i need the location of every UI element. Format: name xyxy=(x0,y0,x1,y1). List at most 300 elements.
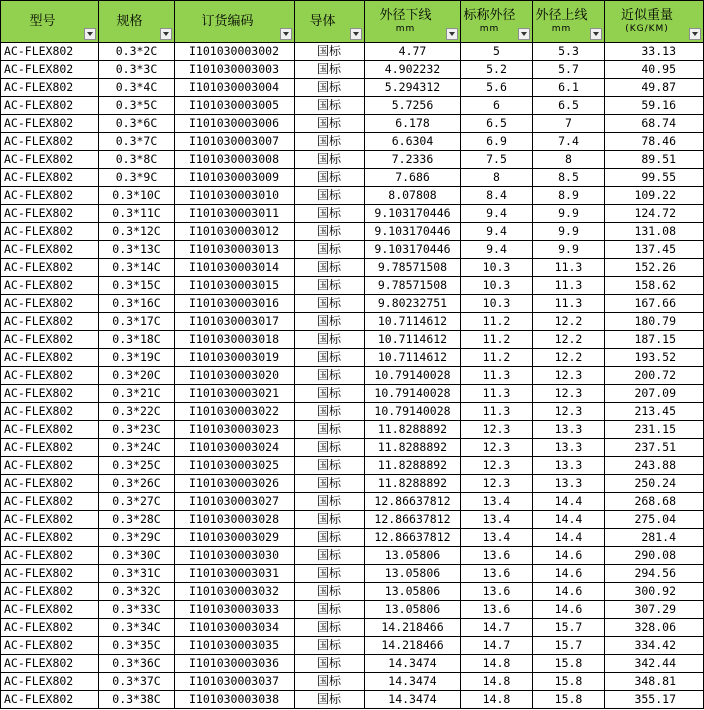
od-nominal-cell[interactable]: 12.3 xyxy=(461,421,533,439)
conductor-cell[interactable]: 国标 xyxy=(295,97,365,115)
order-code-cell[interactable]: I101030003005 xyxy=(175,97,295,115)
weight-cell[interactable]: 275.04 xyxy=(605,511,704,529)
spec-cell[interactable]: 0.3*24C xyxy=(99,439,175,457)
spec-cell[interactable]: 0.3*13C xyxy=(99,241,175,259)
filter-dropdown-icon[interactable] xyxy=(84,28,96,40)
od-upper-cell[interactable]: 12.2 xyxy=(533,313,605,331)
od-nominal-cell[interactable]: 10.3 xyxy=(461,259,533,277)
model-cell[interactable]: AC-FLEX802 xyxy=(1,331,99,349)
conductor-cell[interactable]: 国标 xyxy=(295,115,365,133)
od-upper-cell[interactable]: 15.7 xyxy=(533,619,605,637)
od-upper-cell[interactable]: 7 xyxy=(533,115,605,133)
spec-cell[interactable]: 0.3*36C xyxy=(99,655,175,673)
filter-dropdown-icon[interactable] xyxy=(518,28,530,40)
spec-cell[interactable]: 0.3*22C xyxy=(99,403,175,421)
od-upper-cell[interactable]: 8.5 xyxy=(533,169,605,187)
weight-cell[interactable]: 180.79 xyxy=(605,313,704,331)
weight-cell[interactable]: 213.45 xyxy=(605,403,704,421)
model-cell[interactable]: AC-FLEX802 xyxy=(1,241,99,259)
filter-dropdown-icon[interactable] xyxy=(160,28,172,40)
weight-cell[interactable]: 109.22 xyxy=(605,187,704,205)
od-lower-cell[interactable]: 14.218466 xyxy=(365,619,461,637)
model-cell[interactable]: AC-FLEX802 xyxy=(1,457,99,475)
od-nominal-cell[interactable]: 8 xyxy=(461,169,533,187)
spec-cell[interactable]: 0.3*9C xyxy=(99,169,175,187)
od-lower-cell[interactable]: 14.3474 xyxy=(365,655,461,673)
spec-cell[interactable]: 0.3*8C xyxy=(99,151,175,169)
conductor-cell[interactable]: 国标 xyxy=(295,259,365,277)
model-cell[interactable]: AC-FLEX802 xyxy=(1,313,99,331)
order-code-cell[interactable]: I101030003024 xyxy=(175,439,295,457)
od-upper-cell[interactable]: 12.2 xyxy=(533,331,605,349)
model-cell[interactable]: AC-FLEX802 xyxy=(1,547,99,565)
od-lower-cell[interactable]: 12.86637812 xyxy=(365,511,461,529)
order-code-cell[interactable]: I101030003036 xyxy=(175,655,295,673)
od-upper-cell[interactable]: 13.3 xyxy=(533,475,605,493)
conductor-cell[interactable]: 国标 xyxy=(295,367,365,385)
od-lower-cell[interactable]: 13.05806 xyxy=(365,565,461,583)
weight-cell[interactable]: 152.26 xyxy=(605,259,704,277)
order-code-cell[interactable]: I101030003003 xyxy=(175,61,295,79)
od-upper-cell[interactable]: 15.7 xyxy=(533,637,605,655)
order-code-cell[interactable]: I101030003006 xyxy=(175,115,295,133)
od-nominal-cell[interactable]: 12.3 xyxy=(461,457,533,475)
spec-cell[interactable]: 0.3*10C xyxy=(99,187,175,205)
spec-cell[interactable]: 0.3*19C xyxy=(99,349,175,367)
conductor-cell[interactable]: 国标 xyxy=(295,295,365,313)
od-nominal-cell[interactable]: 10.3 xyxy=(461,295,533,313)
conductor-cell[interactable]: 国标 xyxy=(295,43,365,61)
conductor-cell[interactable]: 国标 xyxy=(295,691,365,709)
spec-cell[interactable]: 0.3*4C xyxy=(99,79,175,97)
spec-cell[interactable]: 0.3*29C xyxy=(99,529,175,547)
od-upper-cell[interactable]: 5.7 xyxy=(533,61,605,79)
order-code-cell[interactable]: I101030003032 xyxy=(175,583,295,601)
od-nominal-cell[interactable]: 13.4 xyxy=(461,529,533,547)
spec-cell[interactable]: 0.3*3C xyxy=(99,61,175,79)
model-cell[interactable]: AC-FLEX802 xyxy=(1,619,99,637)
od-nominal-cell[interactable]: 9.4 xyxy=(461,241,533,259)
spec-cell[interactable]: 0.3*25C xyxy=(99,457,175,475)
od-nominal-cell[interactable]: 14.8 xyxy=(461,655,533,673)
spec-cell[interactable]: 0.3*31C xyxy=(99,565,175,583)
weight-cell[interactable]: 167.66 xyxy=(605,295,704,313)
conductor-cell[interactable]: 国标 xyxy=(295,511,365,529)
weight-cell[interactable]: 328.06 xyxy=(605,619,704,637)
od-lower-cell[interactable]: 4.902232 xyxy=(365,61,461,79)
od-upper-cell[interactable]: 12.3 xyxy=(533,385,605,403)
od-upper-cell[interactable]: 11.3 xyxy=(533,277,605,295)
od-lower-cell[interactable]: 12.86637812 xyxy=(365,493,461,511)
model-cell[interactable]: AC-FLEX802 xyxy=(1,439,99,457)
spec-cell[interactable]: 0.3*12C xyxy=(99,223,175,241)
conductor-cell[interactable]: 国标 xyxy=(295,151,365,169)
order-code-cell[interactable]: I101030003013 xyxy=(175,241,295,259)
model-cell[interactable]: AC-FLEX802 xyxy=(1,583,99,601)
spec-cell[interactable]: 0.3*33C xyxy=(99,601,175,619)
conductor-cell[interactable]: 国标 xyxy=(295,547,365,565)
order-code-cell[interactable]: I101030003019 xyxy=(175,349,295,367)
spec-cell[interactable]: 0.3*16C xyxy=(99,295,175,313)
od-lower-cell[interactable]: 13.05806 xyxy=(365,547,461,565)
model-cell[interactable]: AC-FLEX802 xyxy=(1,97,99,115)
conductor-cell[interactable]: 国标 xyxy=(295,331,365,349)
order-code-cell[interactable]: I101030003037 xyxy=(175,673,295,691)
spec-cell[interactable]: 0.3*7C xyxy=(99,133,175,151)
conductor-cell[interactable]: 国标 xyxy=(295,205,365,223)
order-code-cell[interactable]: I101030003034 xyxy=(175,619,295,637)
model-cell[interactable]: AC-FLEX802 xyxy=(1,565,99,583)
order-code-cell[interactable]: I101030003038 xyxy=(175,691,295,709)
model-cell[interactable]: AC-FLEX802 xyxy=(1,673,99,691)
order-code-cell[interactable]: I101030003020 xyxy=(175,367,295,385)
filter-dropdown-icon[interactable] xyxy=(280,28,292,40)
model-cell[interactable]: AC-FLEX802 xyxy=(1,295,99,313)
od-nominal-cell[interactable]: 14.7 xyxy=(461,637,533,655)
conductor-cell[interactable]: 国标 xyxy=(295,385,365,403)
model-cell[interactable]: AC-FLEX802 xyxy=(1,187,99,205)
od-nominal-cell[interactable]: 14.7 xyxy=(461,619,533,637)
spec-cell[interactable]: 0.3*20C xyxy=(99,367,175,385)
weight-cell[interactable]: 137.45 xyxy=(605,241,704,259)
weight-cell[interactable]: 243.88 xyxy=(605,457,704,475)
od-lower-cell[interactable]: 9.103170446 xyxy=(365,241,461,259)
od-upper-cell[interactable]: 12.3 xyxy=(533,367,605,385)
weight-cell[interactable]: 200.72 xyxy=(605,367,704,385)
conductor-cell[interactable]: 国标 xyxy=(295,457,365,475)
filter-dropdown-icon[interactable] xyxy=(689,28,701,40)
od-nominal-cell[interactable]: 12.3 xyxy=(461,475,533,493)
od-nominal-cell[interactable]: 6.9 xyxy=(461,133,533,151)
conductor-cell[interactable]: 国标 xyxy=(295,655,365,673)
order-code-cell[interactable]: I101030003028 xyxy=(175,511,295,529)
conductor-cell[interactable]: 国标 xyxy=(295,313,365,331)
model-cell[interactable]: AC-FLEX802 xyxy=(1,385,99,403)
order-code-cell[interactable]: I101030003022 xyxy=(175,403,295,421)
od-nominal-cell[interactable]: 5.6 xyxy=(461,79,533,97)
order-code-cell[interactable]: I101030003010 xyxy=(175,187,295,205)
weight-cell[interactable]: 59.16 xyxy=(605,97,704,115)
od-lower-cell[interactable]: 7.686 xyxy=(365,169,461,187)
od-nominal-cell[interactable]: 5.2 xyxy=(461,61,533,79)
od-upper-cell[interactable]: 13.3 xyxy=(533,439,605,457)
conductor-cell[interactable]: 国标 xyxy=(295,475,365,493)
conductor-cell[interactable]: 国标 xyxy=(295,421,365,439)
od-nominal-cell[interactable]: 13.4 xyxy=(461,511,533,529)
model-cell[interactable]: AC-FLEX802 xyxy=(1,511,99,529)
od-nominal-cell[interactable]: 10.3 xyxy=(461,277,533,295)
spec-cell[interactable]: 0.3*14C xyxy=(99,259,175,277)
model-cell[interactable]: AC-FLEX802 xyxy=(1,43,99,61)
conductor-cell[interactable]: 国标 xyxy=(295,187,365,205)
spec-cell[interactable]: 0.3*21C xyxy=(99,385,175,403)
od-upper-cell[interactable]: 7.4 xyxy=(533,133,605,151)
model-cell[interactable]: AC-FLEX802 xyxy=(1,169,99,187)
od-upper-cell[interactable]: 14.4 xyxy=(533,493,605,511)
spec-cell[interactable]: 0.3*26C xyxy=(99,475,175,493)
conductor-cell[interactable]: 国标 xyxy=(295,79,365,97)
od-upper-cell[interactable]: 8 xyxy=(533,151,605,169)
od-lower-cell[interactable]: 10.79140028 xyxy=(365,403,461,421)
od-upper-cell[interactable]: 5.3 xyxy=(533,43,605,61)
model-cell[interactable]: AC-FLEX802 xyxy=(1,223,99,241)
od-nominal-cell[interactable]: 11.3 xyxy=(461,403,533,421)
model-cell[interactable]: AC-FLEX802 xyxy=(1,655,99,673)
conductor-cell[interactable]: 国标 xyxy=(295,439,365,457)
od-lower-cell[interactable]: 14.3474 xyxy=(365,691,461,709)
od-lower-cell[interactable]: 8.07808 xyxy=(365,187,461,205)
conductor-cell[interactable]: 国标 xyxy=(295,565,365,583)
order-code-cell[interactable]: I101030003021 xyxy=(175,385,295,403)
conductor-cell[interactable]: 国标 xyxy=(295,583,365,601)
conductor-cell[interactable]: 国标 xyxy=(295,673,365,691)
conductor-cell[interactable]: 国标 xyxy=(295,223,365,241)
model-cell[interactable]: AC-FLEX802 xyxy=(1,349,99,367)
spec-cell[interactable]: 0.3*35C xyxy=(99,637,175,655)
weight-cell[interactable]: 300.92 xyxy=(605,583,704,601)
od-upper-cell[interactable]: 14.6 xyxy=(533,583,605,601)
model-cell[interactable]: AC-FLEX802 xyxy=(1,115,99,133)
od-upper-cell[interactable]: 14.6 xyxy=(533,601,605,619)
weight-cell[interactable]: 250.24 xyxy=(605,475,704,493)
od-lower-cell[interactable]: 5.7256 xyxy=(365,97,461,115)
od-upper-cell[interactable]: 6.1 xyxy=(533,79,605,97)
order-code-cell[interactable]: I101030003007 xyxy=(175,133,295,151)
spec-cell[interactable]: 0.3*5C xyxy=(99,97,175,115)
od-upper-cell[interactable]: 12.2 xyxy=(533,349,605,367)
weight-cell[interactable]: 158.62 xyxy=(605,277,704,295)
order-code-cell[interactable]: I101030003035 xyxy=(175,637,295,655)
od-lower-cell[interactable]: 6.178 xyxy=(365,115,461,133)
model-cell[interactable]: AC-FLEX802 xyxy=(1,601,99,619)
spec-cell[interactable]: 0.3*28C xyxy=(99,511,175,529)
weight-cell[interactable]: 49.87 xyxy=(605,79,704,97)
order-code-cell[interactable]: I101030003029 xyxy=(175,529,295,547)
filter-dropdown-icon[interactable] xyxy=(590,28,602,40)
od-nominal-cell[interactable]: 13.6 xyxy=(461,565,533,583)
spec-cell[interactable]: 0.3*23C xyxy=(99,421,175,439)
spec-cell[interactable]: 0.3*30C xyxy=(99,547,175,565)
od-nominal-cell[interactable]: 7.5 xyxy=(461,151,533,169)
order-code-cell[interactable]: I101030003011 xyxy=(175,205,295,223)
od-lower-cell[interactable]: 13.05806 xyxy=(365,583,461,601)
od-lower-cell[interactable]: 12.86637812 xyxy=(365,529,461,547)
od-lower-cell[interactable]: 9.103170446 xyxy=(365,205,461,223)
weight-cell[interactable]: 237.51 xyxy=(605,439,704,457)
od-upper-cell[interactable]: 14.6 xyxy=(533,565,605,583)
spec-cell[interactable]: 0.3*27C xyxy=(99,493,175,511)
od-nominal-cell[interactable]: 9.4 xyxy=(461,223,533,241)
od-upper-cell[interactable]: 13.3 xyxy=(533,457,605,475)
weight-cell[interactable]: 33.13 xyxy=(605,43,704,61)
od-lower-cell[interactable]: 9.80232751 xyxy=(365,295,461,313)
od-nominal-cell[interactable]: 13.4 xyxy=(461,493,533,511)
spec-cell[interactable]: 0.3*34C xyxy=(99,619,175,637)
od-nominal-cell[interactable]: 11.2 xyxy=(461,349,533,367)
model-cell[interactable]: AC-FLEX802 xyxy=(1,79,99,97)
od-nominal-cell[interactable]: 14.8 xyxy=(461,673,533,691)
order-code-cell[interactable]: I101030003002 xyxy=(175,43,295,61)
weight-cell[interactable]: 40.95 xyxy=(605,61,704,79)
order-code-cell[interactable]: I101030003031 xyxy=(175,565,295,583)
filter-dropdown-icon[interactable] xyxy=(350,28,362,40)
model-cell[interactable]: AC-FLEX802 xyxy=(1,637,99,655)
od-upper-cell[interactable]: 14.6 xyxy=(533,547,605,565)
od-upper-cell[interactable]: 11.3 xyxy=(533,259,605,277)
weight-cell[interactable]: 334.42 xyxy=(605,637,704,655)
od-nominal-cell[interactable]: 8.4 xyxy=(461,187,533,205)
od-lower-cell[interactable]: 4.77 xyxy=(365,43,461,61)
od-nominal-cell[interactable]: 6.5 xyxy=(461,115,533,133)
od-upper-cell[interactable]: 15.8 xyxy=(533,673,605,691)
spec-cell[interactable]: 0.3*11C xyxy=(99,205,175,223)
od-lower-cell[interactable]: 9.78571508 xyxy=(365,277,461,295)
weight-cell[interactable]: 268.68 xyxy=(605,493,704,511)
filter-dropdown-icon[interactable] xyxy=(446,28,458,40)
spec-cell[interactable]: 0.3*15C xyxy=(99,277,175,295)
weight-cell[interactable]: 290.08 xyxy=(605,547,704,565)
conductor-cell[interactable]: 国标 xyxy=(295,169,365,187)
od-lower-cell[interactable]: 14.3474 xyxy=(365,673,461,691)
od-lower-cell[interactable]: 5.294312 xyxy=(365,79,461,97)
weight-cell[interactable]: 355.17 xyxy=(605,691,704,709)
od-nominal-cell[interactable]: 14.8 xyxy=(461,691,533,709)
od-upper-cell[interactable]: 11.3 xyxy=(533,295,605,313)
od-nominal-cell[interactable]: 12.3 xyxy=(461,439,533,457)
od-nominal-cell[interactable]: 11.2 xyxy=(461,331,533,349)
spec-cell[interactable]: 0.3*6C xyxy=(99,115,175,133)
order-code-cell[interactable]: I101030003026 xyxy=(175,475,295,493)
weight-cell[interactable]: 342.44 xyxy=(605,655,704,673)
od-lower-cell[interactable]: 13.05806 xyxy=(365,601,461,619)
model-cell[interactable]: AC-FLEX802 xyxy=(1,367,99,385)
weight-cell[interactable]: 89.51 xyxy=(605,151,704,169)
weight-cell[interactable]: 231.15 xyxy=(605,421,704,439)
order-code-cell[interactable]: I101030003027 xyxy=(175,493,295,511)
weight-cell[interactable]: 348.81 xyxy=(605,673,704,691)
od-nominal-cell[interactable]: 11.3 xyxy=(461,385,533,403)
weight-cell[interactable]: 307.29 xyxy=(605,601,704,619)
order-code-cell[interactable]: I101030003009 xyxy=(175,169,295,187)
od-lower-cell[interactable]: 10.79140028 xyxy=(365,385,461,403)
od-nominal-cell[interactable]: 9.4 xyxy=(461,205,533,223)
od-upper-cell[interactable]: 14.4 xyxy=(533,511,605,529)
od-nominal-cell[interactable]: 13.6 xyxy=(461,547,533,565)
spec-cell[interactable]: 0.3*17C xyxy=(99,313,175,331)
od-nominal-cell[interactable]: 11.2 xyxy=(461,313,533,331)
weight-cell[interactable]: 294.56 xyxy=(605,565,704,583)
conductor-cell[interactable]: 国标 xyxy=(295,403,365,421)
od-lower-cell[interactable]: 11.8288892 xyxy=(365,475,461,493)
weight-cell[interactable]: 131.08 xyxy=(605,223,704,241)
od-nominal-cell[interactable]: 13.6 xyxy=(461,583,533,601)
model-cell[interactable]: AC-FLEX802 xyxy=(1,61,99,79)
order-code-cell[interactable]: I101030003008 xyxy=(175,151,295,169)
model-cell[interactable]: AC-FLEX802 xyxy=(1,493,99,511)
od-upper-cell[interactable]: 15.8 xyxy=(533,655,605,673)
conductor-cell[interactable]: 国标 xyxy=(295,133,365,151)
weight-cell[interactable]: 187.15 xyxy=(605,331,704,349)
model-cell[interactable]: AC-FLEX802 xyxy=(1,691,99,709)
spec-cell[interactable]: 0.3*32C xyxy=(99,583,175,601)
od-upper-cell[interactable]: 6.5 xyxy=(533,97,605,115)
spec-cell[interactable]: 0.3*2C xyxy=(99,43,175,61)
order-code-cell[interactable]: I101030003025 xyxy=(175,457,295,475)
od-lower-cell[interactable]: 11.8288892 xyxy=(365,421,461,439)
od-lower-cell[interactable]: 6.6304 xyxy=(365,133,461,151)
order-code-cell[interactable]: I101030003016 xyxy=(175,295,295,313)
conductor-cell[interactable]: 国标 xyxy=(295,349,365,367)
od-upper-cell[interactable]: 13.3 xyxy=(533,421,605,439)
spec-cell[interactable]: 0.3*37C xyxy=(99,673,175,691)
model-cell[interactable]: AC-FLEX802 xyxy=(1,151,99,169)
model-cell[interactable]: AC-FLEX802 xyxy=(1,133,99,151)
conductor-cell[interactable]: 国标 xyxy=(295,529,365,547)
model-cell[interactable]: AC-FLEX802 xyxy=(1,475,99,493)
od-upper-cell[interactable]: 14.4 xyxy=(533,529,605,547)
order-code-cell[interactable]: I101030003030 xyxy=(175,547,295,565)
od-upper-cell[interactable]: 12.3 xyxy=(533,403,605,421)
model-cell[interactable]: AC-FLEX802 xyxy=(1,403,99,421)
od-lower-cell[interactable]: 10.7114612 xyxy=(365,349,461,367)
od-lower-cell[interactable]: 14.218466 xyxy=(365,637,461,655)
od-lower-cell[interactable]: 7.2336 xyxy=(365,151,461,169)
od-lower-cell[interactable]: 10.79140028 xyxy=(365,367,461,385)
order-code-cell[interactable]: I101030003018 xyxy=(175,331,295,349)
order-code-cell[interactable]: I101030003033 xyxy=(175,601,295,619)
weight-cell[interactable]: 207.09 xyxy=(605,385,704,403)
order-code-cell[interactable]: I101030003023 xyxy=(175,421,295,439)
od-lower-cell[interactable]: 9.78571508 xyxy=(365,259,461,277)
weight-cell[interactable]: 68.74 xyxy=(605,115,704,133)
od-nominal-cell[interactable]: 5 xyxy=(461,43,533,61)
order-code-cell[interactable]: I101030003015 xyxy=(175,277,295,295)
od-lower-cell[interactable]: 11.8288892 xyxy=(365,439,461,457)
od-nominal-cell[interactable]: 13.6 xyxy=(461,601,533,619)
order-code-cell[interactable]: I101030003014 xyxy=(175,259,295,277)
model-cell[interactable]: AC-FLEX802 xyxy=(1,529,99,547)
conductor-cell[interactable]: 国标 xyxy=(295,493,365,511)
order-code-cell[interactable]: I101030003012 xyxy=(175,223,295,241)
model-cell[interactable]: AC-FLEX802 xyxy=(1,259,99,277)
conductor-cell[interactable]: 国标 xyxy=(295,241,365,259)
weight-cell[interactable]: 78.46 xyxy=(605,133,704,151)
weight-cell[interactable]: 99.55 xyxy=(605,169,704,187)
od-upper-cell[interactable]: 8.9 xyxy=(533,187,605,205)
od-lower-cell[interactable]: 10.7114612 xyxy=(365,331,461,349)
spec-cell[interactable]: 0.3*38C xyxy=(99,691,175,709)
model-cell[interactable]: AC-FLEX802 xyxy=(1,205,99,223)
order-code-cell[interactable]: I101030003017 xyxy=(175,313,295,331)
conductor-cell[interactable]: 国标 xyxy=(295,637,365,655)
conductor-cell[interactable]: 国标 xyxy=(295,61,365,79)
od-upper-cell[interactable]: 9.9 xyxy=(533,205,605,223)
od-nominal-cell[interactable]: 11.3 xyxy=(461,367,533,385)
od-upper-cell[interactable]: 9.9 xyxy=(533,223,605,241)
conductor-cell[interactable]: 国标 xyxy=(295,601,365,619)
od-nominal-cell[interactable]: 6 xyxy=(461,97,533,115)
model-cell[interactable]: AC-FLEX802 xyxy=(1,277,99,295)
order-code-cell[interactable]: I101030003004 xyxy=(175,79,295,97)
weight-cell[interactable]: 193.52 xyxy=(605,349,704,367)
weight-cell[interactable]: 281.4 xyxy=(605,529,704,547)
conductor-cell[interactable]: 国标 xyxy=(295,619,365,637)
od-lower-cell[interactable]: 10.7114612 xyxy=(365,313,461,331)
od-upper-cell[interactable]: 15.8 xyxy=(533,691,605,709)
spec-cell[interactable]: 0.3*18C xyxy=(99,331,175,349)
od-lower-cell[interactable]: 9.103170446 xyxy=(365,223,461,241)
od-lower-cell[interactable]: 11.8288892 xyxy=(365,457,461,475)
